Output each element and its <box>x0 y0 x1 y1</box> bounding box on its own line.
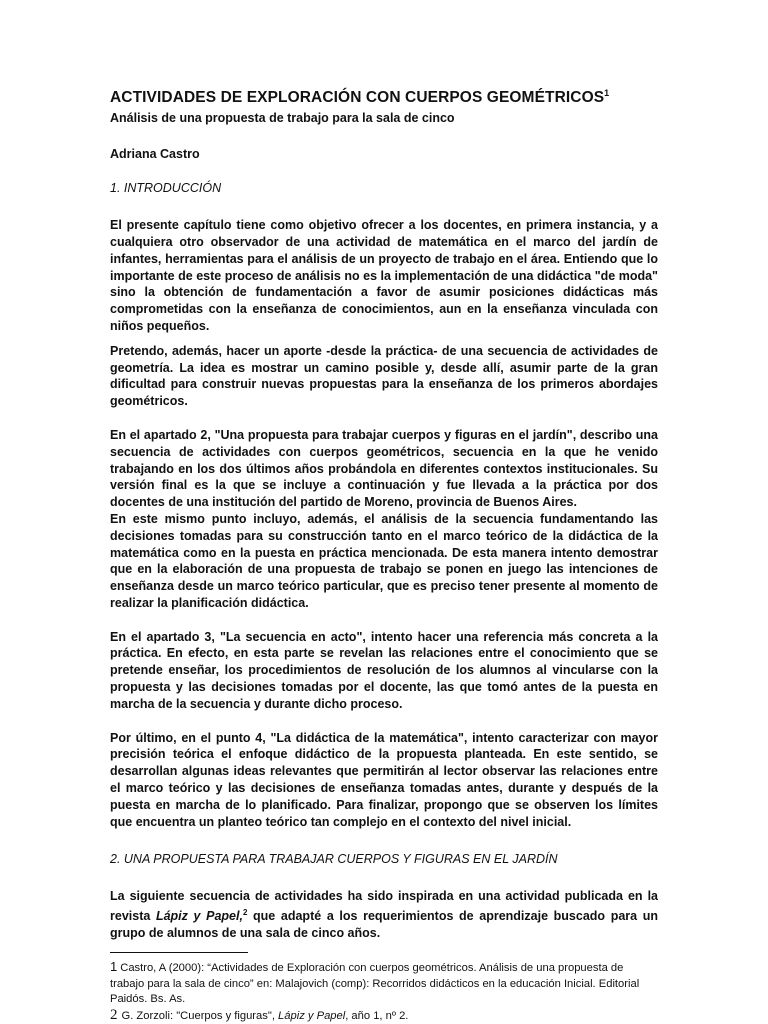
author-name: Adriana Castro <box>110 147 200 162</box>
paragraph-6: Por último, en el punto 4, "La didáctica de la matemática", intento caracterizar con mayor precisión teórica el enfoque didáctico de la propuesta planteada. En este sentido, se desarrollan algunas ideas relevantes que permitirán al lector observar las relaciones entre el marco teórico y las decisiones de enseñanza tomadas antes, durante y después de la puesta en marcha de lo planificado. Para finalizar, propongo que se observen los límites que encuentra un planteo teórico tan complejo en el contexto del nivel inicial. <box>110 730 658 829</box>
section-heading-propuesta: 2. UNA PROPUESTA PARA TRABAJAR CUERPOS Y FIGURAS EN EL JARDÍN <box>110 852 558 867</box>
footnote-1 <box>110 959 658 1008</box>
journal-name: Lápiz y Papel, <box>155 909 243 924</box>
paragraph-7 <box>110 888 658 942</box>
paragraph-5: En el apartado 3, "La secuencia en acto", intento hacer una referencia más concreta a la práctica. En efecto, en esta parte se revelan las relaciones entre el conocimiento que se pretende enseñar, los procedimientos de resolución de los alumnos al vincularse con la propuesta y las decisiones tomadas por el docente, las que tomó antes de la puesta en marcha de la secuencia y durante dicho proceso. <box>110 629 658 711</box>
paragraph-4: En este mismo punto incluyo, además, el análisis de la secuencia fundamentando las decisiones tomadas para su construcción tanto en el marco teórico de la didáctica de la matemática como en la puesta en práctica mencionada. De esta manera intento demostrar que en la elaboración de una propuesta de trabajo se ponen en juego las intenciones de enseñanza desde un marco teórico particular, que es preciso tener presente al momento de realizar la planificación didáctica. <box>110 511 658 610</box>
footnote-2-text-a: G. Zorzoli: "Cuerpos y figuras", <box>121 1009 279 1022</box>
paragraph-1: El presente capítulo tiene como objetivo ofrecer a los docentes, en primera instancia, y a cualquiera otro observador de una actividad de matemática en el marco del jardín de infantes, herramientas para el análisis de un proyecto de trabajo en el área. Entiendo que lo importante de este proceso de análisis no es la implementación de una didáctica "de moda" sino la obtención de fundamentación a favor de asumir posiciones didácticas más comprometidas con la enseñanza de conocimientos, aun en la enseñanza vinculada con niños pequeños. <box>110 218 658 333</box>
footnote-2 <box>110 1008 658 1024</box>
paragraph-7-text-a: La siguiente secuencia de actividades ha sido inspirada en una actividad publicada en la revista <box>110 889 658 924</box>
title-footnote-ref[interactable]: 1 <box>604 88 610 98</box>
paragraph-7-text-b: que adapté a los requerimientos de aprendizaje buscado para un grupo de alumnos de una sala de cinco años. <box>110 909 659 941</box>
footnote-2-text-b: , año 1, nº 2. <box>345 1009 409 1022</box>
footnote-1-number: 1 <box>110 959 118 974</box>
footnote-ref-2[interactable]: 2 <box>242 908 248 918</box>
paragraph-2: Pretendo, además, hacer un aporte -desde la práctica- de una secuencia de actividades de geometría. La idea es mostrar un camino posible y, desde allí, asumir parte de la gran dificultad para construir nuevas propuestas para la enseñanza de los primeros abordajes geométricos. <box>110 343 658 409</box>
document-subtitle: Análisis de una propuesta de trabajo para la sala de cinco <box>110 111 455 126</box>
footnote-divider <box>110 952 248 953</box>
section-heading-introduccion: 1. INTRODUCCIÓN <box>110 181 222 196</box>
footnote-2-number: 2 <box>110 1006 118 1023</box>
document-title <box>110 88 658 107</box>
paragraph-3: En el apartado 2, "Una propuesta para trabajar cuerpos y figuras en el jardín", describo una secuencia de actividades con cuerpos geométricos, secuencia en la que he venido trabajando en los dos últimos años probándola en diferentes contextos institucionales. Su versión final es la que se incluye a continuación y fue llevada a la práctica por dos docentes de una institución del partido de Moreno, provincia de Buenos Aires. <box>110 427 658 510</box>
footnote-1-text: Castro, A (2000): “Actividades de Exploración con cuerpos geométricos. Análisis de una propuesta de trabajo para la sala de cinco” en: Malajovich (comp): Recorridos didácticos en la educación Inicial. Editorial Paidós. Bs. As. <box>110 962 640 1005</box>
footnote-2-journal: Lápiz y Papel <box>278 1009 346 1022</box>
title-text: ACTIVIDADES DE EXPLORACIÓN CON CUERPOS GEOMÉTRICOS <box>110 89 605 107</box>
